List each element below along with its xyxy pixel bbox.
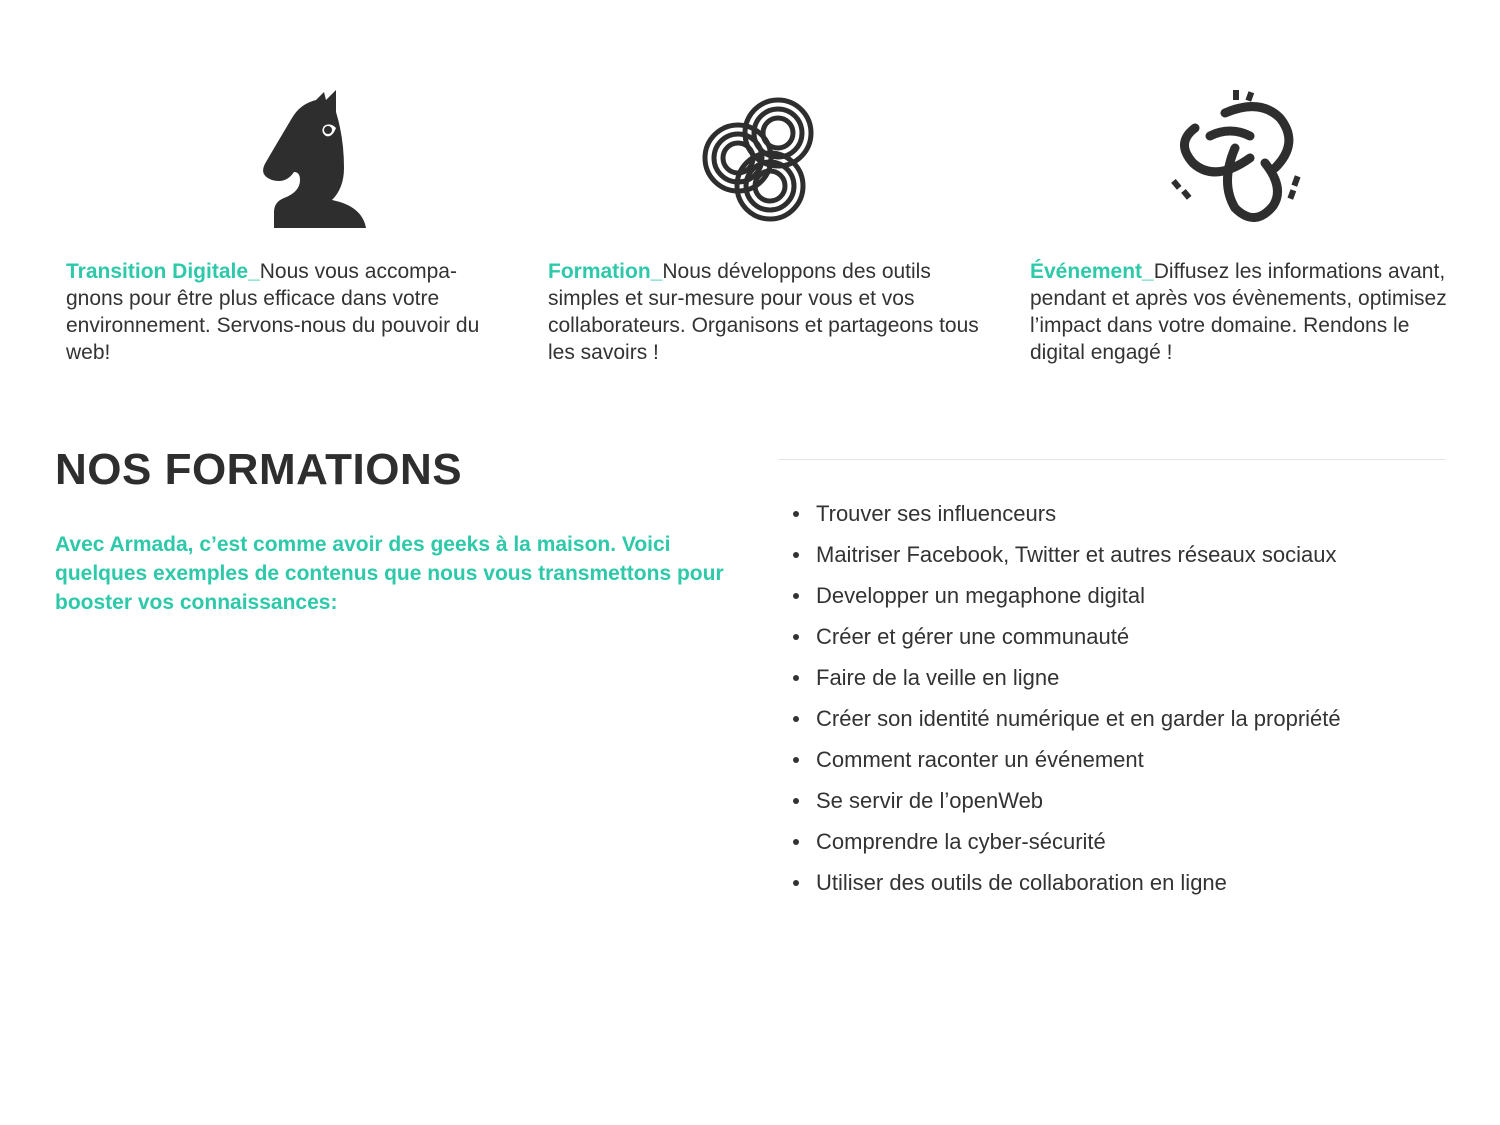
divider [778,459,1446,460]
list-item [778,493,1458,534]
list-item [778,821,1458,862]
feature-title: Événement_ [1030,260,1154,283]
feature-description: Diffusez les informations avant, pendant et après vos évènements, optimisez l’impact dans votre domaine. Rendons le digital engagé ! [1030,260,1447,364]
sparkle-knot-icon [1165,88,1315,233]
list-item-label: Developper un megaphone digital [816,583,1146,608]
bullet-icon [793,552,799,558]
section-intro: Avec Armada, c’est comme avoir des geeks à la maison. Voici quelques exemples de contenus que nous vous transmettons pour booster vos connaissances: [55,533,724,614]
list-item [778,534,1458,575]
feature-title: Transition Digitale_ [66,260,260,283]
bullet-icon [793,593,799,599]
feature-text [548,258,988,366]
features-row [0,80,1500,380]
bullet-icon [793,839,799,845]
bullet-icon [793,757,799,763]
list-item-label: Maitriser Facebook, Twitter et autres réseaux sociaux [816,542,1337,567]
bullet-icon [793,880,799,886]
bullet-icon [793,634,799,640]
list-item [778,780,1458,821]
list-item-label: Se servir de l’openWeb [816,788,1044,813]
bullet-icon [793,798,799,804]
list-item-label: Créer son identité numérique et en garder la propriété [816,706,1341,731]
bullet-icon [793,675,799,681]
list-item [778,616,1458,657]
list-item-label: Faire de la veille en ligne [816,665,1060,690]
list-item [778,575,1458,616]
list-item-label: Comment raconter un événement [816,747,1144,772]
course-list [778,493,1458,903]
list-item-label: Comprendre la cyber-sécurité [816,829,1106,854]
list-item [778,698,1458,739]
list-item [778,739,1458,780]
list-item-label: Utiliser des outils de collaboration en ligne [816,870,1227,895]
feature-text [66,258,506,366]
feature-text [1030,258,1470,366]
trefoil-knot-icon [688,88,838,233]
list-item-label: Créer et gérer une communauté [816,624,1130,649]
bullet-icon [793,511,799,517]
feature-description: Nous vous accompa-gnons pour être plus efficace dans votre environnement. Servons-nous du pouvoir du web! [66,260,480,364]
bullet-icon [793,716,799,722]
chess-knight-icon [216,88,366,233]
list-item [778,657,1458,698]
feature-title: Formation_ [548,260,663,283]
feature-description: Nous développons des outils simples et sur-mesure pour vous et vos collaborateurs. Organisons et partageons tous les savoirs ! [548,260,979,364]
list-item-label: Trouver ses influenceurs [816,501,1057,526]
section-title: NOS FORMATIONS [55,445,463,494]
list-item [778,862,1458,903]
